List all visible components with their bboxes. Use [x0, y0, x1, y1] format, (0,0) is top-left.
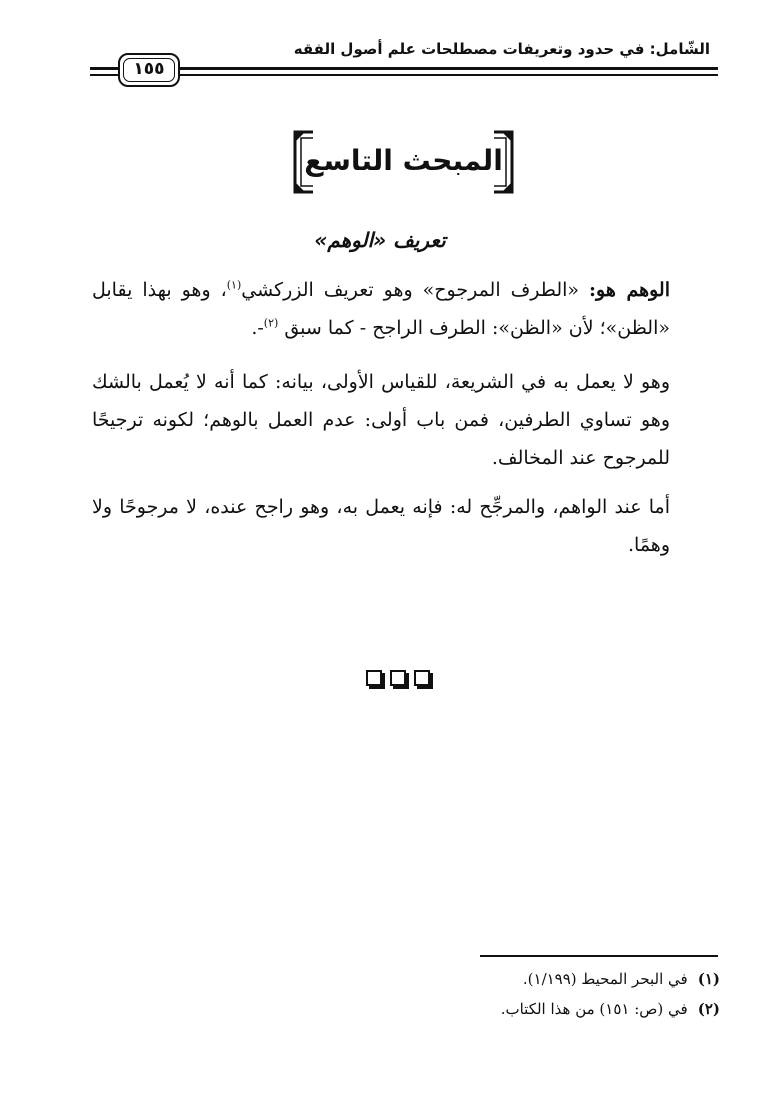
- header-rule-thick: [90, 67, 718, 70]
- paragraph-holder-view: أما عند الواهم، والمرجِّح له: فإنه يعمل به، وهو راجح عنده، لا مرجوحًا ولا وهمًا.: [92, 496, 670, 556]
- ornament-square-icon: [390, 670, 406, 686]
- paragraph-text: -.: [251, 317, 264, 339]
- footnote-text: في (ص: ١٥١) من هذا الكتاب.: [500, 1000, 688, 1018]
- chapter-title: المبحث التاسع: [304, 144, 503, 177]
- footnote-number: (١): [697, 970, 720, 988]
- paragraph-text: «الطرف المرجوح» وهو تعريف الزركشي: [241, 279, 590, 301]
- footnote-ref-1: (١): [226, 278, 242, 292]
- ornament-square-icon: [414, 670, 430, 686]
- header-rule-thin: [90, 74, 718, 76]
- footnote-item: [300, 994, 720, 1024]
- footnote-text: في البحر المحيط (١/١٩٩).: [522, 970, 688, 988]
- footnote-number: (٢): [697, 1000, 720, 1018]
- paragraph-ruling: وهو لا يعمل به في الشريعة، للقياس الأولى، بيانه: كما أنه لا يُعمل بالشك وهو تساوي الطرفين، فمن باب أولى: عدم العمل بالوهم؛ لكونه ترجيحًا للمرجوح عند المخالف.: [92, 371, 670, 469]
- page-number: ١٥٥: [118, 53, 180, 87]
- section-heading: تعريف «الوهم»: [314, 228, 446, 252]
- footnote-ref-2: (٢): [263, 316, 279, 330]
- header-rule: [90, 67, 718, 76]
- section-end-ornament: [366, 670, 448, 694]
- running-header-title: الشّامل: في حدود وتعريفات مصطلحات علم أصول الفقه: [293, 40, 710, 58]
- footnotes-list: [300, 964, 720, 1024]
- ornament-square-icon: [366, 670, 382, 686]
- paragraph-text: ، وهو بهذا يقابل «الظن»؛ لأن «الظن»: الطرف الراجح - كما سبق: [92, 279, 670, 339]
- footnote-item: [300, 964, 720, 994]
- chapter-title-frame: [291, 128, 516, 196]
- footnote-separator: [480, 955, 718, 957]
- paragraph-definition: [92, 271, 670, 347]
- term-lead: الوهم هو:: [589, 279, 670, 301]
